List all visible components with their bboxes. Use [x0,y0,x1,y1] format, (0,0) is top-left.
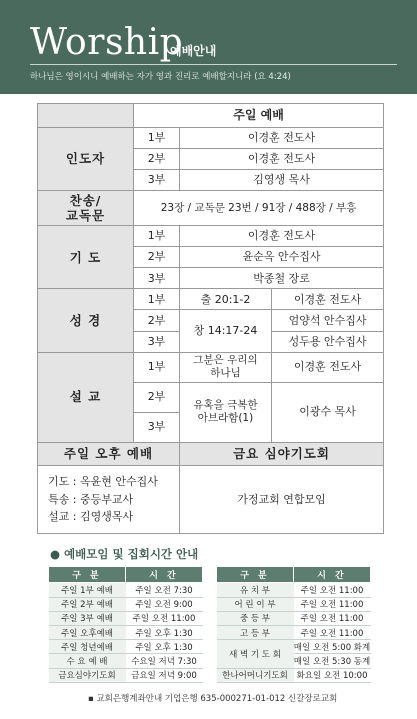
service-label: 1부 [134,226,180,247]
schedule-title: ● 예배모임 및 집회시간 안내 [50,547,199,561]
bank-account-footer: ▪ 교회은행계좌안내 기업은행 635-000271-01-012 신갈장로교회 [88,694,338,704]
schedule-time: 주일 오후 1:30 [126,640,203,654]
scripture-label: 성 경 [38,289,134,352]
schedule-name: 주일 오후예배 [49,625,126,639]
hymn-label: 찬송/ 교독문 [38,191,134,226]
scripture-reader: 이경훈 전도사 [272,289,384,310]
column-header: 시 간 [126,567,203,583]
column-header: 구 분 [217,567,294,583]
sermon-title: 유혹을 극복한 아브라함(1) [180,382,272,442]
schedule-name: 어 린 이 부 [217,597,294,611]
column-header: 시 간 [294,567,371,583]
schedule-time: 주일 오전 7:30 [126,583,203,597]
bullet-icon: ● [50,547,61,561]
leader-name: 이경훈 전도사 [180,128,384,149]
schedule-time: 주일 오전 11:00 [294,597,371,611]
page-subtitle: 예배안내 [170,44,217,58]
schedule-name: 고 등 부 [217,625,294,639]
schedule-time: 주일 오전 11:00 [126,611,203,625]
schedule-time: 금요일 저녁 9:00 [126,668,203,682]
schedule-name: 주일 청년예배 [49,640,126,654]
service-label: 1부 [134,128,180,149]
scripture-reader: 성두용 안수집사 [272,331,384,352]
prayer-name: 박종철 장로 [180,268,384,289]
schedule-time: 주일 오전 9:00 [126,597,203,611]
schedule-time: 주일 오전 11:00 [294,583,371,597]
sermon-label: 설 교 [38,352,134,442]
schedule-name: 유 치 부 [217,583,294,597]
service-label: 2부 [134,149,180,170]
service-label: 1부 [134,289,180,310]
afternoon-worship-details: 기도 : 옥윤현 안수집사 특송 : 중등부교사 설교 : 김영생목사 [38,465,180,533]
column-header: 구 분 [49,567,126,583]
schedule-name: 수 요 예 배 [49,654,126,668]
schedule-time: 매일 오전 5:00 화계 [294,640,371,654]
schedule-name: 주일 2부 예배 [49,597,126,611]
schedule-name: 한나어머니기도회 [217,668,294,682]
service-label: 3부 [134,268,180,289]
leader-name: 김영생 목사 [180,170,384,191]
header-divider [30,64,397,65]
service-label: 2부 [134,310,180,331]
header-banner [0,0,417,94]
schedule-name: 새 벽 기 도 회 [217,640,294,668]
leader-name: 이경훈 전도사 [180,149,384,170]
leader-label: 인도자 [38,128,134,191]
service-label: 1부 [134,352,180,382]
schedule-table [48,566,371,683]
schedule-name: 중 등 부 [217,611,294,625]
worship-table [37,103,384,534]
friday-prayer-header: 금요 심야기도회 [180,442,384,465]
schedule-time: 주일 오전 11:00 [294,625,371,639]
service-label: 2부 [134,382,180,412]
prayer-name: 윤순옥 안수집사 [180,247,384,268]
schedule-time: 수요일 저녁 7:30 [126,654,203,668]
preacher-name: 이경훈 전도사 [272,352,384,382]
schedule-time: 매일 오전 5:30 동계 [294,654,371,668]
service-label: 3부 [134,412,180,442]
scripture-reference: 창 14:17-24 [180,310,272,352]
service-label: 3부 [134,331,180,352]
hymn-value: 23장 / 교독문 23번 / 91장 / 488장 / 부흥 [134,191,384,226]
corner-cell [38,104,134,128]
sermon-title: 그분은 우리의 하나님 [180,352,272,382]
schedule-time: 화요일 오전 10:00 [294,668,371,682]
preacher-name: 이광수 목사 [272,382,384,442]
afternoon-worship-header: 주일 오후 예배 [38,442,180,465]
schedule-name: 금요심야기도회 [49,668,126,682]
service-label: 3부 [134,170,180,191]
schedule-time: 주일 오전 11:00 [294,611,371,625]
service-label: 2부 [134,247,180,268]
schedule-time: 주일 오후 1:30 [126,625,203,639]
prayer-label: 기 도 [38,226,134,289]
schedule-name: 주일 3부 예배 [49,611,126,625]
prayer-name: 이경훈 전도사 [180,226,384,247]
schedule-name: 주일 1부 예배 [49,583,126,597]
friday-prayer-details: 가정교회 연합모임 [180,465,384,533]
scripture-reader: 엄양석 안수집사 [272,310,384,331]
page-title: Worship [30,22,184,63]
scripture-reference: 출 20:1-2 [180,289,272,310]
bible-verse: 하나님은 영이시니 예배하는 자가 영과 진리로 예배할지니라 (요 4:24) [30,72,291,82]
sunday-worship-header: 주일 예배 [134,104,384,128]
